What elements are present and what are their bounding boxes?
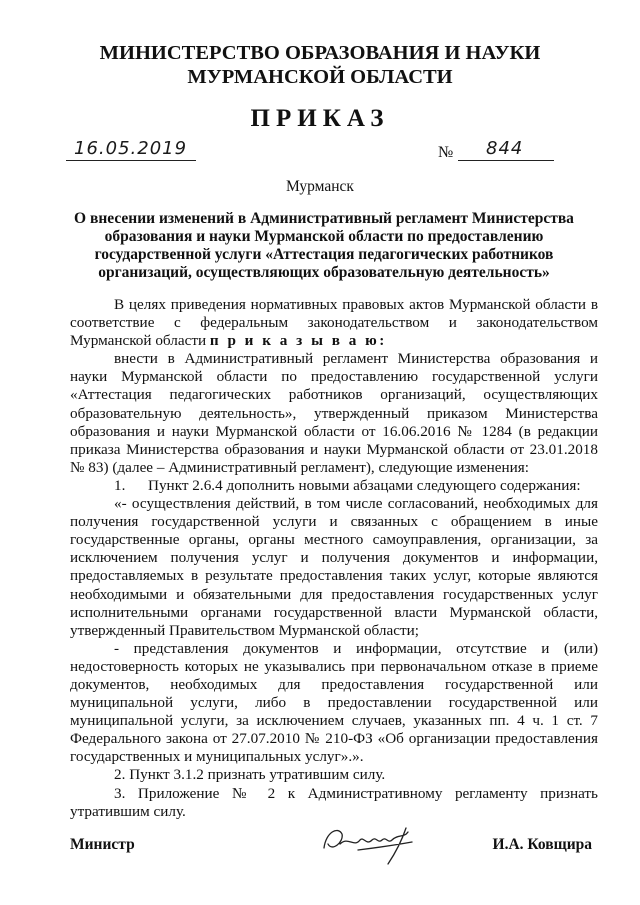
signatory-position: Министр [70, 836, 135, 853]
order-body [70, 296, 598, 821]
ministry-header [60, 41, 580, 89]
quote-1-paragraph: «- осуществления действий, в том числе согласований, необходимых для получения государственной услуги и связанных с обращением в иные государственные органы, органы местного самоуправления, организации, за исключением получения услуг и получения документов и информации, предоставляемых в результате предоставления таких услуг, которые являются необходимыми и обязательными для предоставления государственных услуг исполнительными органами государственной власти Мурманской области, утвержденный Правительством Мурманской области; [70, 495, 598, 639]
handwritten-signature [318, 814, 418, 872]
item-1-number: 1. [114, 476, 126, 494]
order-number-field [458, 138, 554, 161]
ministry-line-2: МУРМАНСКОЙ ОБЛАСТИ [187, 66, 453, 88]
item-3-paragraph: 3. Приложение № 2 к Административному регламенту признать утратившим силу. [70, 784, 598, 820]
item-1-paragraph [70, 477, 598, 495]
signatory-name: И.А. Ковщира [492, 836, 592, 853]
order-date-field [66, 138, 196, 161]
preamble-text: В целях приведения нормативных правовых актов Мурманской области в соответствие с федеральным законодательством и законодательством Мурманской области [70, 296, 598, 350]
ministry-line-1: МИНИСТЕРСТВО ОБРАЗОВАНИЯ И НАУКИ [99, 42, 541, 64]
order-date: 16.05.2019 [74, 138, 188, 159]
intro-paragraph: внести в Административный регламент Министерства образования и науки Мурманской области по предоставлению государственной услуги «Аттестация педагогических работников организаций, осуществляющих образовательную деятельность», утвержденный приказом Министерства образования и науки Мурманской области от 16.06.2016 № 1284 (в редакции приказа Министерства образования и науки Мурманской области от 23.01.2018 № 83) (далее – Административный регламент), следующие изменения: [70, 350, 598, 476]
item-1-text: Пункт 2.6.4 дополнить новыми абзацами следующего содержания: [148, 476, 581, 494]
document-type-title: ПРИКАЗ [250, 105, 390, 132]
subject-line-1: О внесении изменений в Административный регламент Министерства [74, 210, 574, 227]
signature-block [70, 832, 598, 872]
preamble-paragraph [70, 296, 598, 350]
subject-line-2: образования и науки Мурманской области по предоставлению [104, 228, 544, 245]
order-word: п р и к а з ы в а ю: [209, 332, 387, 350]
item-2-paragraph: 2. Пункт 3.1.2 признать утратившим силу. [114, 766, 386, 784]
city-name: Мурманск [286, 178, 354, 195]
order-subject [74, 210, 574, 282]
subject-line-4: организаций, осуществляющих образовательную деятельность» [98, 264, 550, 281]
order-number: 844 [486, 138, 524, 159]
quote-2-paragraph: - представления документов и информации, отсутствие и (или) недостоверность которых не указывались при первоначальном отказе в приеме документов, необходимых для предоставления государственной или муниципальной услуги, либо в предоставлении государственной или муниципальной услуги, за исключением случаев, указанных пп. 4 ч. 1 ст. 7 Федерального закона от 27.07.2010 № 210-ФЗ «Об организации предоставления государственных и муниципальных услуг».». [70, 639, 598, 766]
subject-line-3: государственной услуги «Аттестация педагогических работников [94, 246, 554, 263]
order-number-label: № [438, 144, 454, 161]
